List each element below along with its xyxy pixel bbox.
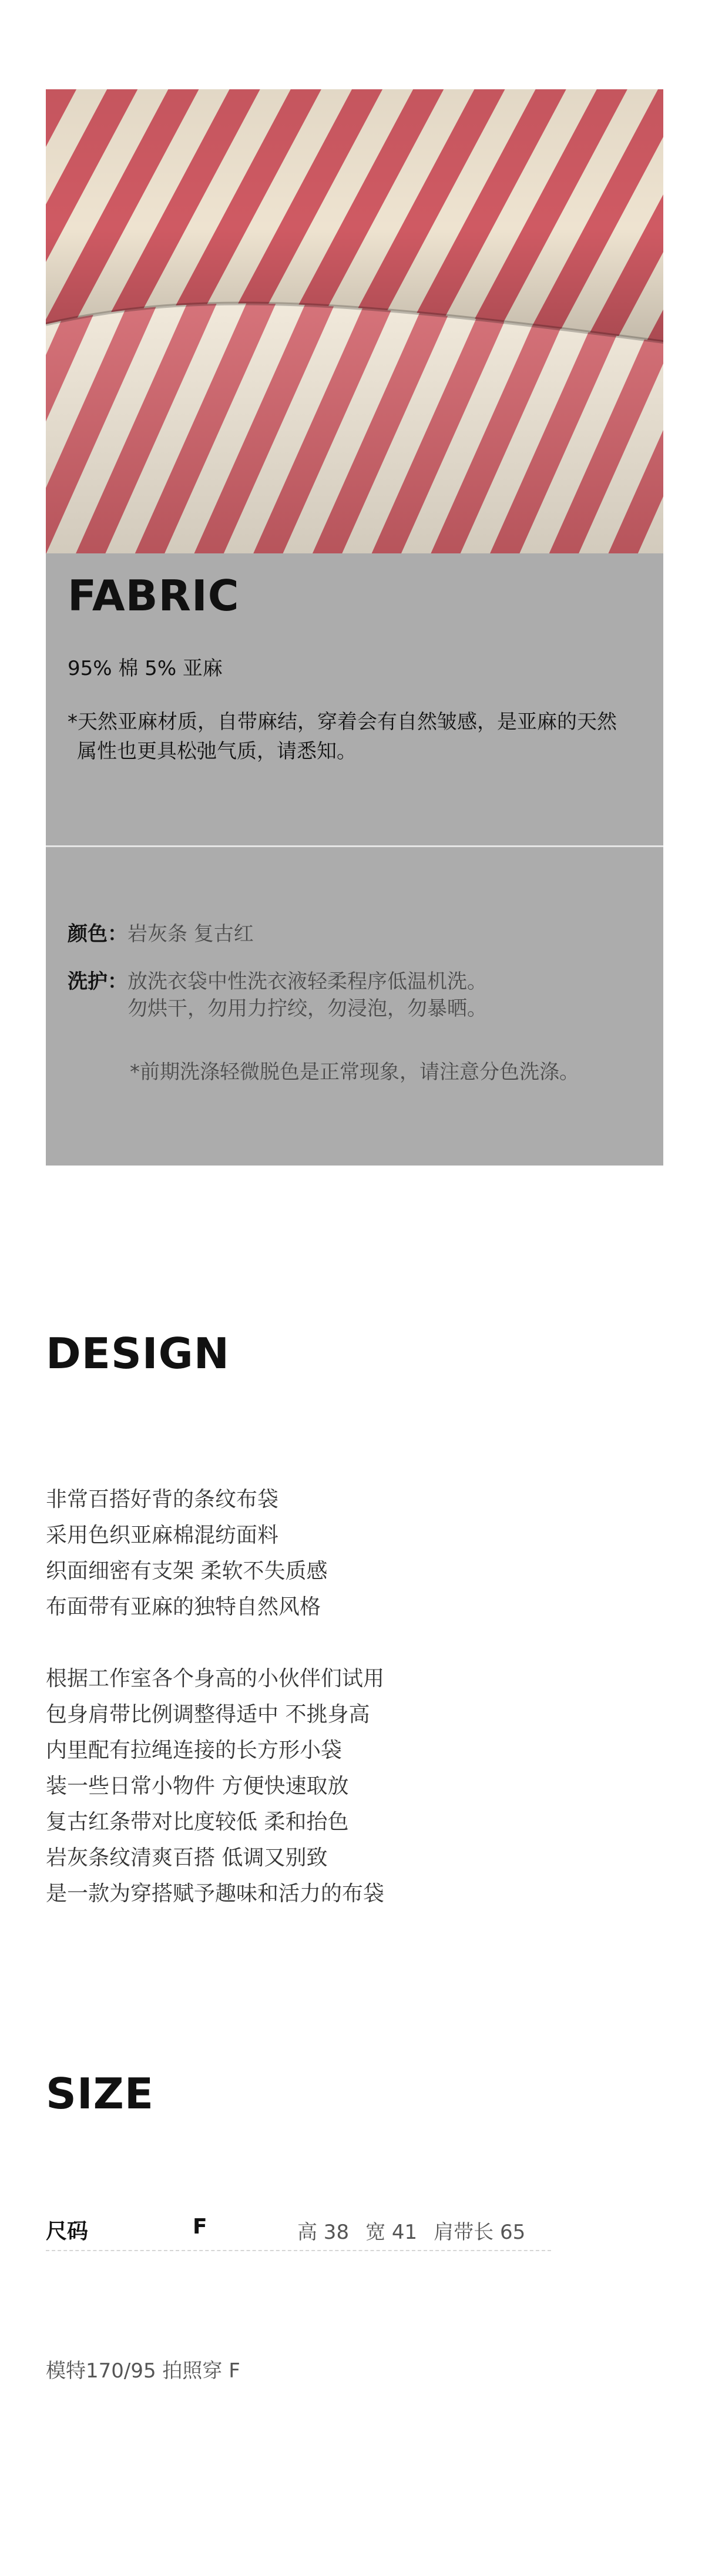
wash-row bbox=[68, 968, 487, 1022]
fabric-note-line1: *天然亚麻材质，自带麻结，穿着会有自然皱感，是亚麻的天然 bbox=[68, 710, 617, 734]
fabric-note-line2: 属性也更具松弛气质，请悉知。 bbox=[77, 740, 357, 763]
design-line: 织面细密有支架 柔软不失质感 bbox=[46, 1559, 328, 1583]
design-line: 采用色织亚麻棉混纺面料 bbox=[46, 1523, 279, 1547]
wash-line2: 勿烘干，勿用力拧绞，勿浸泡，勿暴晒。 bbox=[127, 997, 487, 1020]
wash-instructions bbox=[127, 968, 487, 1022]
design-line: 岩灰条纹清爽百搭 低调又别致 bbox=[46, 1846, 328, 1870]
design-paragraph-2 bbox=[46, 1661, 384, 1912]
design-title: DESIGN bbox=[46, 1329, 230, 1378]
fabric-note bbox=[68, 707, 643, 766]
size-title: SIZE bbox=[46, 2069, 155, 2118]
design-line: 布面带有亚麻的独特自然风格 bbox=[46, 1595, 321, 1619]
color-label: 颜色： bbox=[68, 922, 127, 946]
color-value: 岩灰条 复古红 bbox=[127, 922, 254, 946]
size-strap-length: 肩带长 65 bbox=[434, 2221, 526, 2244]
color-row bbox=[68, 918, 254, 946]
fabric-title: FABRIC bbox=[68, 571, 240, 620]
size-table-row bbox=[46, 2215, 551, 2251]
design-paragraph-1 bbox=[46, 1482, 327, 1625]
fabric-photo bbox=[46, 89, 663, 553]
wash-line1: 放洗衣袋中性洗衣液轻柔程序低温机洗。 bbox=[127, 970, 487, 993]
design-line: 是一款为穿搭赋予趣味和活力的布袋 bbox=[46, 1882, 385, 1906]
design-line: 内里配有拉绳连接的长方形小袋 bbox=[46, 1738, 343, 1762]
design-line: 复古红条带对比度较低 柔和抬色 bbox=[46, 1810, 349, 1834]
fabric-info-panel bbox=[46, 553, 663, 1166]
size-width: 宽 41 bbox=[365, 2221, 418, 2244]
size-label: 尺码 bbox=[46, 2219, 89, 2243]
panel-divider bbox=[46, 845, 663, 847]
fabric-composition: 95% 棉 5% 亚麻 bbox=[68, 657, 223, 680]
striped-fabric-image bbox=[46, 89, 663, 553]
design-line: 根据工作室各个身高的小伙伴们试用 bbox=[46, 1667, 385, 1691]
size-height: 高 38 bbox=[297, 2221, 350, 2244]
size-dimensions bbox=[297, 2216, 542, 2245]
model-note: 模特170/95 拍照穿 F bbox=[46, 2359, 240, 2383]
design-line: 非常百搭好背的条纹布袋 bbox=[46, 1487, 279, 1512]
design-line: 包身肩带比例调整得适中 不挑身高 bbox=[46, 1702, 370, 1727]
wash-disclaimer: *前期洗涤轻微脱色是正常现象，请注意分色洗涤。 bbox=[130, 1060, 579, 1084]
design-line: 装一些日常小物件 方便快速取放 bbox=[46, 1774, 349, 1798]
size-value: F bbox=[193, 2215, 207, 2239]
wash-label: 洗护： bbox=[68, 970, 127, 993]
